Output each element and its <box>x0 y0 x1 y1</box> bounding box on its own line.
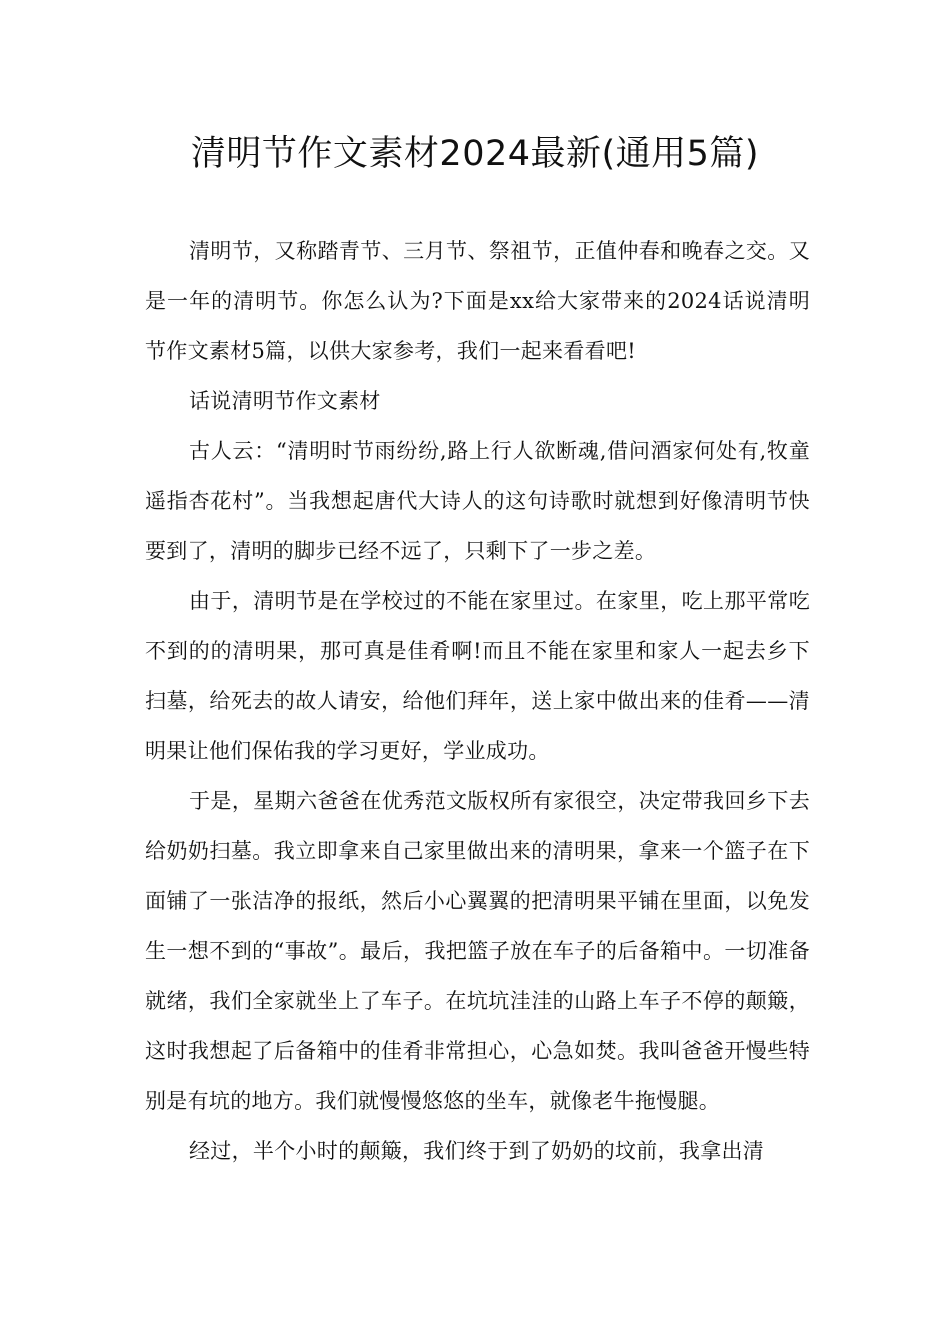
paragraph-subheading: 话说清明节作文素材 <box>189 389 381 413</box>
document-title: 清明节作文素材2024最新(通用5篇) <box>190 134 760 174</box>
paragraph-intro: 清明节，又称踏青节、三月节、祭祖节，正值仲春和晚春之交。又是一年的清明节。你怎么认为?下面是xx给大家带来的2024话说清明节作文素材5篇，以供大家参考，我们一起来看看吧! <box>145 239 810 363</box>
document-body <box>145 226 810 1176</box>
paragraph-poem: 古人云：“清明时节雨纷纷,路上行人欲断魂,借问酒家何处有,牧童遥指杏花村”。当我想起唐代大诗人的这句诗歌时就想到好像清明节快要到了，清明的脚步已经不远了，只剩下了一步之差。 <box>145 439 810 563</box>
paragraph-trip: 于是，星期六爸爸在优秀范文版权所有家很空，决定带我回乡下去给奶奶扫墓。我立即拿来自己家里做出来的清明果，拿来一个篮子在下面铺了一张洁净的报纸，然后小心翼翼的把清明果平铺在里面，以免发生一想不到的“事故”。最后，我把篮子放在车子的后备箱中。一切准备就绪，我们全家就坐上了车子。在坑坑洼洼的山路上车子不停的颠簸，这时我想起了后备箱中的佳肴非常担心，心急如焚。我叫爸爸开慢些特别是有坑的地方。我们就慢慢悠悠的坐车，就像老牛拖慢腿。 <box>145 789 810 1113</box>
paragraph-school: 由于，清明节是在学校过的不能在家里过。在家里，吃上那平常吃不到的的清明果，那可真是佳肴啊!而且不能在家里和家人一起去乡下扫墓，给死去的故人请安，给他们拜年，送上家中做出来的佳肴——清明果让他们保佑我的学习更好，学业成功。 <box>145 589 810 763</box>
paragraph-arrival: 经过，半个小时的颠簸，我们终于到了奶奶的坟前，我拿出清 <box>189 1139 765 1163</box>
